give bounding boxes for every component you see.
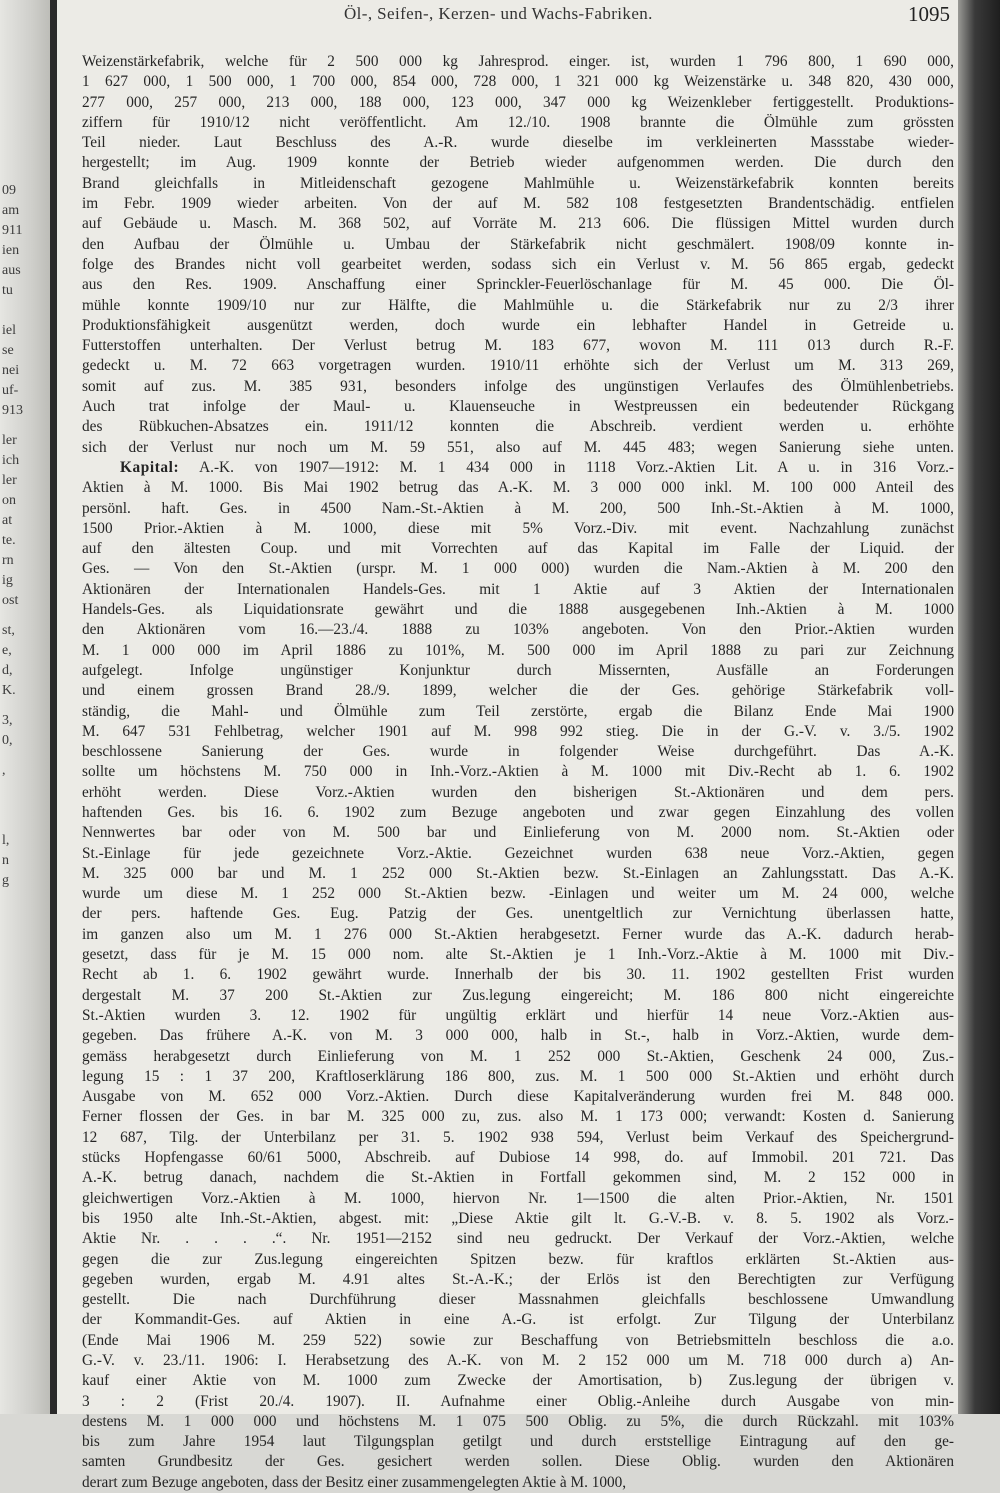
text-line: samten Grundbesitz der Ges. gesichert werden sollen. Diese Oblig. wurden den Aktionären xyxy=(82,1453,954,1471)
text-line: wurde um diese M. 1 252 000 St.-Aktien bezw. -Einlagen und weiter um M. 24 000, welche xyxy=(82,885,954,903)
margin-fragment: se xyxy=(2,343,14,358)
text-line: legung 15 : 1 37 200, Kraftloserklärung 186 800, zus. M. 1 500 000 St.-Aktien und erhöht durch xyxy=(82,1067,954,1085)
text-line: mühle konnte 1909/10 nur zur Hälfte, die Mahlmühle u. die Stärkefabrik nur zu 2/3 ihrer xyxy=(82,296,954,314)
text-line: sich der Verlust nur noch um M. 59 551, also auf M. 445 483; wegen Sanierung siehe unten. xyxy=(82,438,954,456)
margin-fragment: d, xyxy=(2,663,13,678)
margin-fragment: rn xyxy=(2,553,14,568)
text-line: M. 325 000 bar und M. 1 252 000 St.-Aktien bezw. St.-Einlagen an Zahlungsstatt. Das A.-K. xyxy=(82,864,954,882)
text-line: des Rübkuchen-Absatzes ein. 1911/12 konnten die Abschreib. verdient werden u. erhöhte xyxy=(82,418,954,436)
text-line: Brand gleichfalls in Mitleidenschaft gezogene Mahlmühle u. Weizenstärkefabrik konnten bereits xyxy=(82,174,954,192)
text-line: somit auf zus. M. 385 931, besonders infolge des ungünstigen Verlaufes des Ölmühlenbetriebs. xyxy=(82,377,954,395)
text-line: hergestellt; im Aug. 1909 konnte der Betrieb wieder aufgenommen werden. Die durch den xyxy=(82,154,954,172)
text-line: im ganzen also um M. 1 276 000 St.-Aktien herabgesetzt. Ferner wurde das A.-K. dadurch herab- xyxy=(82,925,954,943)
text-line: bis 1950 alte Inh.-St.-Aktien, abgest. mit: „Diese Aktie gilt lt. G.-V.-B. v. 8. 5. 1902 als Vorz.- xyxy=(82,1209,954,1227)
text-line: Teil nieder. Laut Beschluss des A.-R. wurde dieselbe im verkleinerten Massstabe wieder- xyxy=(82,134,954,152)
text-line: Aktie Nr. . . . .“. Nr. 1951—2152 sind neu gedruckt. Der Verkauf der Vorz.-Aktien, welche xyxy=(82,1230,954,1248)
text-line: Handels-Ges. als Liquidationsrate gewährt und die 1888 ausgegebenen Inh.-Aktien à M. 1000 xyxy=(82,601,954,619)
text-line: sollte um höchstens M. 750 000 in Inh.-Vorz.-Aktien à M. 1000 mit Div.-Recht ab 1. 6. 1902 xyxy=(82,763,954,781)
text-line: M. 647 531 Fehlbetrag, welcher 1901 auf M. 998 992 stieg. Die in der G.-V. v. 3./5. 1902 xyxy=(82,722,954,740)
text-line: gegen die zur Zus.legung eingereichten Spitzen bezw. für kraftlos erklärten St.-Aktien aus- xyxy=(82,1250,954,1268)
margin-fragment: K. xyxy=(2,683,16,698)
margin-fragment: iel xyxy=(2,323,16,338)
text-line: folge des Brandes nicht voll gearbeitet werden, sodass sich ein Verlust v. M. 56 865 ergab, gedeckt xyxy=(82,255,954,273)
margin-fragment: ost xyxy=(2,593,19,608)
text-line: gegeben. Das frühere A.-K. von M. 3 000 000, halb in St.-, halb in Vorz.-Aktien, wurde dem- xyxy=(82,1027,954,1045)
text-line: derart zum Bezuge angeboten, dass der Besitz einer zusammengelegten Aktie à M. 1000, xyxy=(82,1473,627,1491)
text-line: Nennwertes bar oder von M. 500 bar und Einlieferung von M. 2000 nom. St.-Aktien oder xyxy=(82,824,954,842)
text-line: kauf einer Aktie von M. 1000 zum Zwecke der Amortisation, b) Zus.legung der übrigen v. xyxy=(82,1372,954,1390)
text-line: beschlossene Sanierung der Ges. wurde in folgender Weise durchgeführt. Das A.-K. xyxy=(82,743,954,761)
text-line: Auch trat infolge der Maul- u. Klauenseuche in Westpreussen ein bedeutender Rückgang xyxy=(82,398,954,416)
page-number: 1095 xyxy=(908,2,950,26)
margin-fragment: ich xyxy=(2,453,20,468)
text-line: im Febr. 1909 wieder arbeiten. Von der auf M. 582 108 festgesetzten Brandentschädig. entfielen xyxy=(82,195,954,213)
section-keyword: Kapital: xyxy=(120,458,180,476)
margin-fragment: ien xyxy=(2,243,20,258)
margin-fragment: 911 xyxy=(2,223,23,238)
text-line: 12 687, Tilg. der Unterbilanz per 31. 5. 1902 938 594, Verlust beim Verkauf des Speichergrund- xyxy=(82,1128,954,1146)
text-line: gedeckt u. M. 72 663 vorgetragen wurden. 1910/11 erhöhte sich der Verlust um M. 313 269, xyxy=(82,357,954,375)
text-line: den Aktionären vom 16.—23./4. 1888 zu 103% angeboten. Von den Prior.-Aktien wurden xyxy=(82,621,954,639)
margin-fragment: st, xyxy=(2,623,15,638)
text-line: A.-K. betrug danach, nachdem die St.-Aktien in Fortfall gekommen sind, M. 2 152 000 in xyxy=(82,1169,954,1187)
margin-fragment: 0, xyxy=(2,733,13,748)
text-line: gesetzt, dass für je M. 15 000 nom. alte St.-Aktien je 1 Inh.-Vorz.-Aktie à M. 1000 mit Div.- xyxy=(82,946,954,964)
text-line: der Kommandit-Ges. auf Aktien in eine A.-G. ist erfolgt. Zur Tilgung der Unterbilanz xyxy=(82,1311,954,1329)
text-line: und einem grossen Brand 28./9. 1899, welcher die der Ges. gehörige Stärkefabrik voll- xyxy=(82,682,954,700)
margin-fragment: am xyxy=(2,203,20,218)
margin-fragment: ler xyxy=(2,473,17,488)
margin-fragment: 913 xyxy=(2,403,23,418)
text-line: St.-Aktien wurden 3. 12. 1902 für ungültig erklärt und hierfür 14 neue Vorz.-Aktien aus- xyxy=(82,1006,954,1024)
margin-fragment: te. xyxy=(2,533,16,548)
margin-fragment: 09 xyxy=(2,183,16,198)
margin-fragment: , xyxy=(2,763,6,778)
text-line: den Aufbau der Ölmühle u. Umbau der Stärkefabrik nicht geschmälert. 1908/09 konnte in- xyxy=(82,235,954,253)
margin-fragment: tu xyxy=(2,283,13,298)
margin-fragment: aus xyxy=(2,263,21,278)
text-line: gegeben wurden, ergab M. 4.91 altes St.-A.-K.; der Erlös ist den Berechtigten zur Verfügung xyxy=(82,1270,954,1288)
margin-fragment: l, xyxy=(2,833,10,848)
text-line: 3 : 2 (Frist 20./4. 1907). II. Aufnahme einer Oblig.-Anleihe durch Ausgabe von min- xyxy=(82,1392,954,1410)
document-page xyxy=(57,0,958,1491)
running-header-title: Öl-, Seifen-, Kerzen- und Wachs-Fabriken. xyxy=(344,4,653,23)
margin-fragment: g xyxy=(2,873,9,888)
text-line: aus den Res. 1909. Anschaffung einer Sprinckler-Feuerlöschanlage für M. 45 000. Die Öl- xyxy=(82,276,954,294)
text-line: Produktionsfähigkeit ausgenützt werden, doch wurde ein lebhafter Handel in Getreide u. xyxy=(82,316,954,334)
margin-fragment: at xyxy=(2,513,13,528)
text-line: auf den ältesten Coup. und mit Vorrechten auf das Kapital im Falle der Liquid. der xyxy=(82,540,954,558)
margin-fragment: ler xyxy=(2,433,17,448)
text-line: der pers. haftende Ges. Eug. Patzig der Ges. unentgeltlich zur Vernichtung überlassen hatte, xyxy=(82,905,954,923)
text-line: Ferner flossen der Ges. in bar M. 325 000 zu, zus. also M. 1 173 000; verwandt: Kosten d. Sanierung xyxy=(82,1108,954,1126)
text-line: gleichwertigen Vorz.-Aktien à M. 1000, hiervon Nr. 1—1500 die alten Prior.-Aktien, Nr. 1501 xyxy=(82,1189,954,1207)
text-line: (Ende Mai 1906 M. 259 522) sowie zur Beschaffung von Betriebsmitteln beschloss die a.o. xyxy=(82,1331,954,1349)
binding-shadow xyxy=(50,0,57,1414)
text-line: 1500 Prior.-Aktien à M. 1000, diese mit 5% Vorz.-Div. mit event. Nachzahlung zunächst xyxy=(82,519,954,537)
text-line: Futterstoffen unterhalten. Der Verlust betrug M. 183 677, wovon M. 111 013 durch R.-F. xyxy=(82,337,954,355)
text-line: Aktien à M. 1000. Bis Mai 1902 betrug das A.-K. M. 3 000 000 inkl. M. 100 000 Anteil des xyxy=(82,479,954,497)
body-text-block xyxy=(82,52,954,1493)
text-line: gemäss herabgesetzt durch Einlieferung von M. 1 252 000 St.-Aktien, Geschenk 24 000, Zus.- xyxy=(82,1047,954,1065)
text-line: gestellt. Die nach Durchführung dieser Massnahmen gleichfalls beschlossene Umwandlung xyxy=(82,1291,954,1309)
margin-fragment: n xyxy=(2,853,9,868)
text-line: 1 627 000, 1 500 000, 1 700 000, 854 000, 728 000, 1 321 000 kg Weizenstärke u. 348 820, 430 000, xyxy=(82,73,954,91)
text-line: haftenden Ges. bis 16. 6. 1902 zum Bezuge angeboten und zwar gegen Einzahlung des vollen xyxy=(82,803,954,821)
margin-fragment: ig xyxy=(2,573,13,588)
text-line: erhöht werden. Diese Vorz.-Aktien wurden den bisherigen St.-Aktionären und dem pers. xyxy=(82,783,954,801)
text-line: ziffern für 1910/12 nicht veröffentlicht. Am 12./10. 1908 brannte die Ölmühle zum grössten xyxy=(82,113,954,131)
margin-fragment: 3, xyxy=(2,713,13,728)
margin-fragment: uf- xyxy=(2,383,19,398)
text-line: dergestalt M. 37 200 St.-Aktien zur Zus.legung eingereicht; M. 186 800 nicht eingereichte xyxy=(82,986,954,1004)
margin-fragment: e, xyxy=(2,643,12,658)
right-page-edge xyxy=(958,0,1000,1414)
text-line: persönl. haft. Ges. in 4500 Nam.-St.-Aktien à M. 200, 500 Inh.-St.-Aktien à M. 1000, xyxy=(82,499,954,517)
text-line: aufgelegt. Infolge ungünstiger Konjunktur durch Missernten, Ausfälle an Forderungen xyxy=(82,661,954,679)
text-line: destens M. 1 000 000 und höchstens M. 1 075 500 Oblig. zu 5%, die durch Rückzahl. mit 103% xyxy=(82,1412,954,1430)
text-line: M. 1 000 000 im April 1886 zu 101%, M. 500 000 im April 1888 zu pari zur Zeichnung xyxy=(82,641,954,659)
text-line: stücks Hopfengasse 60/61 5000, Abschreib. auf Dubiose 14 998, do. auf Immobil. 201 721. Das xyxy=(82,1149,954,1167)
text-line: St.-Einlage für jede gezeichnete Vorz.-Aktie. Gezeichnet wurden 638 neue Vorz.-Aktien, gegen xyxy=(82,844,954,862)
margin-fragment: on xyxy=(2,493,16,508)
text-line: G.-V. v. 23./11. 1906: I. Herabsetzung des A.-K. von M. 2 152 000 um M. 718 000 durch a) An- xyxy=(82,1352,954,1369)
text-line: ständig, die Mahl- und Ölmühle zum Teil zerstörte, ergab die Bilanz Ende Mai 1900 xyxy=(82,702,954,720)
text-line: Weizenstärkefabrik, welche für 2 500 000 kg Jahresprod. einger. ist, wurden 1 796 800, 1 690 000, xyxy=(82,53,954,70)
text-line xyxy=(82,458,954,478)
text-line: Recht ab 1. 6. 1902 gewährt wurde. Innerhalb der bis 30. 11. 1902 gestellten Frist wurden xyxy=(82,966,954,984)
text-line: bis zum Jahre 1954 laut Tilgungsplan getilgt und durch erststellige Eintragung auf den ge- xyxy=(82,1433,954,1451)
text-line: Ges. — Von den St.-Aktien (urspr. M. 1 000 000) wurden die Nam.-Aktien à M. 200 den xyxy=(82,560,954,578)
text-line: Ausgabe von M. 652 000 Vorz.-Aktien. Durch diese Kapitalveränderung wurden frei M. 848 000. xyxy=(82,1088,954,1106)
text-line: auf Gebäude u. Masch. M. 368 502, auf Vorräte M. 213 606. Die flüssigen Mittel wurden durch xyxy=(82,215,954,233)
text-line: Aktionären der Internationalen Handels-Ges. mit 1 Aktie auf 3 Aktien der Internationalen xyxy=(82,580,954,598)
margin-fragment: nei xyxy=(2,363,20,378)
text-line: 277 000, 257 000, 213 000, 188 000, 123 000, 347 000 kg Weizenkleber fertiggestellt. Produktions- xyxy=(82,93,954,111)
text-line-content: A.-K. von 1907—1912: M. 1 434 000 in 1118 Vorz.-Aktien Lit. A u. in 316 Vorz.- xyxy=(179,458,954,476)
